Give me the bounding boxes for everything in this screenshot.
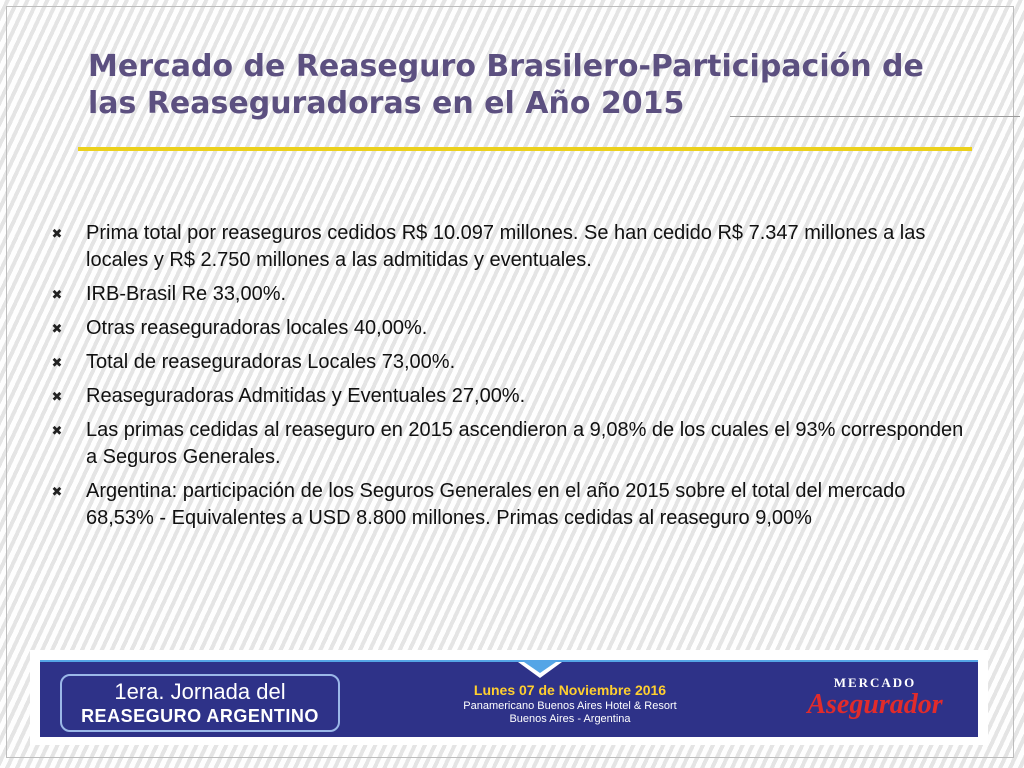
x-mark-icon: ✖ [51,287,63,302]
event-title-frame [60,674,340,732]
x-mark-icon: ✖ [51,484,63,499]
title-line-1: Mercado de Reaseguro Brasilero-Participación de [88,49,924,84]
bullet-text: Otras reaseguradoras locales 40,00%. [86,317,428,339]
event-title-line-2: REASEGURO ARGENTINO [81,706,319,726]
event-date: Lunes 07 de Noviembre 2016 [473,682,667,698]
event-venue [450,700,690,726]
list-item [50,349,970,376]
bullet-text: Reaseguradoras Admitidas y Eventuales 27,00%. [86,385,526,407]
bullet-list [50,220,970,539]
list-item [50,281,970,308]
logo-text-top: MERCADO [833,675,917,690]
x-mark-icon: ✖ [51,226,63,241]
mercado-asegurador-logo [785,676,965,728]
x-mark-icon: ✖ [51,423,63,438]
list-item [50,315,970,342]
event-banner [30,650,988,745]
title-underline [78,147,972,151]
bullet-text: Prima total por reaseguros cedidos R$ 10.097 millones. Se han cedido R$ 7.347 millones a las locales y R$ 2.750 millones a las admitidas y eventuales. [86,222,926,271]
x-mark-icon: ✖ [51,389,63,404]
logo-text-main: Asegurador [807,689,943,720]
bullet-text: Argentina: participación de los Seguros Generales en el año 2015 sobre el total del mercado 68,53% - Equivalentes a USD 8.800 millones. Primas cedidas al reaseguro 9,00% [86,480,906,529]
x-mark-icon: ✖ [51,355,63,370]
list-item [50,383,970,410]
bullet-text: IRB-Brasil Re 33,00%. [86,283,287,305]
event-title-line-1: 1era. Jornada del [114,679,286,704]
slide-title [88,48,968,122]
list-item [50,417,970,471]
venue-line-1: Panamericano Buenos Aires Hotel & Resort [463,700,677,712]
venue-line-2: Buenos Aires - Argentina [509,713,631,725]
x-mark-icon: ✖ [51,321,63,336]
bullet-text: Total de reaseguradoras Locales 73,00%. [86,351,456,373]
title-line-2: las Reaseguradoras en el Año 2015 [88,86,685,121]
list-item [50,220,970,274]
chevron-down-icon [518,662,562,680]
banner-body [40,660,978,737]
list-item [50,478,970,532]
bullet-text: Las primas cedidas al reaseguro en 2015 ascendieron a 9,08% de los cuales el 93% corresponden a Seguros Generales. [86,419,964,468]
title-divider [730,116,1020,117]
